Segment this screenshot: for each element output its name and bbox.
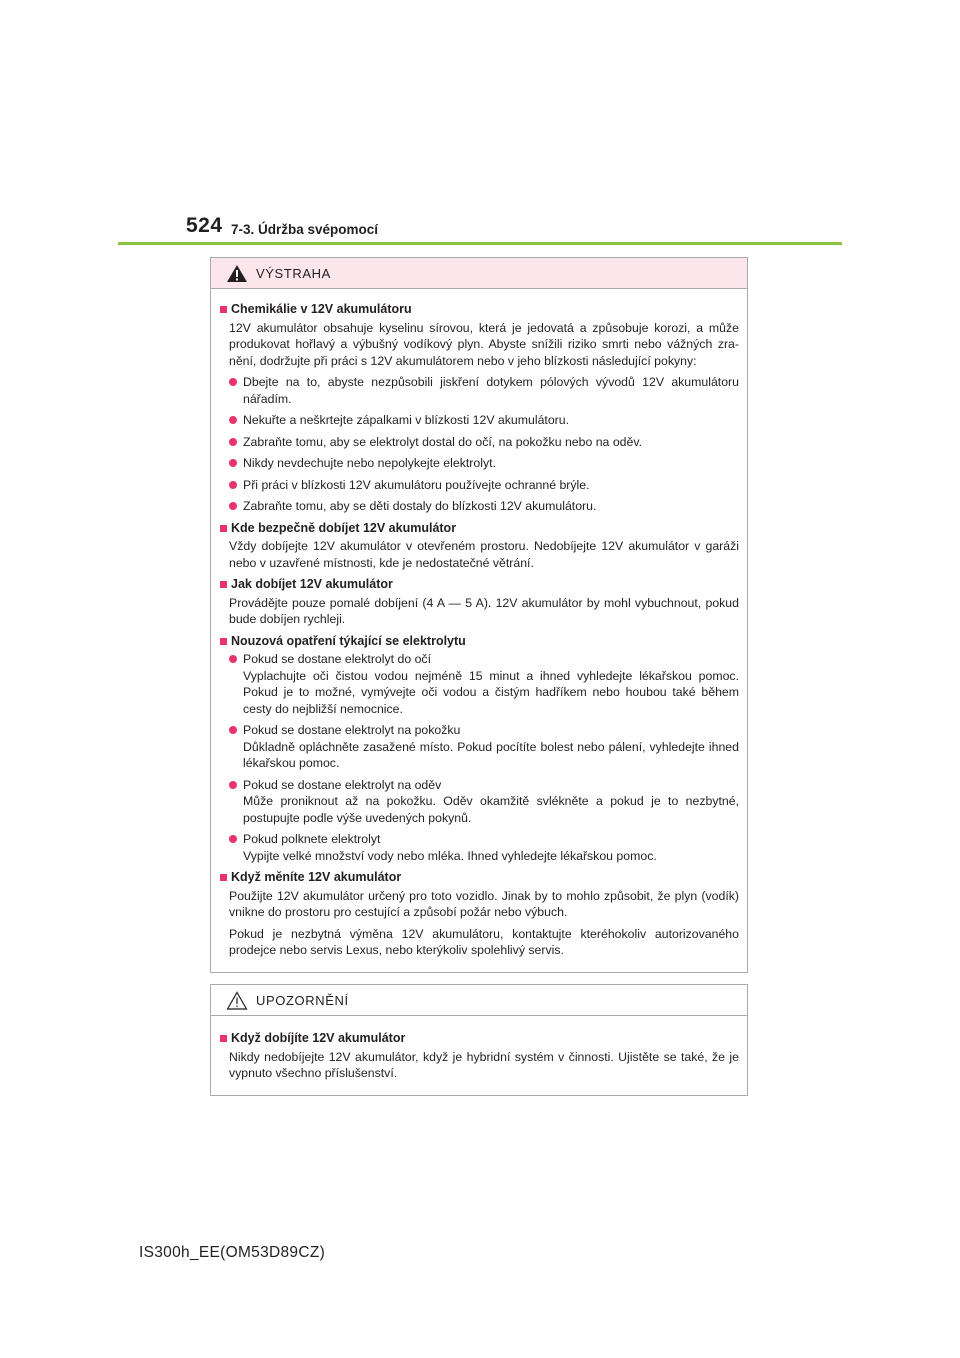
- dot-bullet-icon: [229, 416, 237, 424]
- manual-code: IS300h_EE(OM53D89CZ): [139, 1244, 326, 1261]
- warning-paragraph: Vždy dobíjejte 12V akumulátor v otevřeném prostoru. Nedobíjejte 12V akumulátor v garáži nebo v uzavřené místnosti, kde je nedostatečné větrání.: [229, 539, 739, 570]
- square-bullet-icon: [220, 306, 227, 313]
- warning-title: VÝSTRAHA: [256, 265, 331, 281]
- notice-header: [211, 985, 747, 1016]
- dot-bullet-icon: [229, 655, 237, 663]
- list-item: Nikdy nevdechujte nebo nepolykejte elektrolyt.: [229, 455, 739, 472]
- dot-bullet-icon: [229, 781, 237, 789]
- page-number: 524: [186, 214, 223, 237]
- warning-box: [210, 257, 748, 973]
- list-item: Pokud se dostane elektrolyt do očí Vyplachujte oči čistou vodou nejméně 15 minut a ihned vyhledejte lékařskou pomoc. Pokud je to možné, vymývejte oči vodou a čistým hadříkem nebo houbou také během cesty do nejbližší nemocnice.: [229, 651, 739, 717]
- list-item: Zabraňte tomu, aby se elektrolyt dostal do očí, na pokožku nebo na oděv.: [229, 434, 739, 451]
- list-item: Pokud se dostane elektrolyt na pokožku Důkladně opláchněte zasažené místo. Pokud pocítíte bolest nebo pálení, vyhledejte ihned lékařskou pomoc.: [229, 722, 739, 772]
- list-item: Pokud se dostane elektrolyt na oděv Může proniknout až na pokožku. Oděv okamžitě svlékněte a pokud je to nezbytné, postupujte podle výše uvedených pokynů.: [229, 777, 739, 827]
- list-item: Dbejte na to, abyste nezpůsobili jiskření dotykem pólových vývodů 12V akumulátoru nářadím.: [229, 374, 739, 407]
- list-item: Zabraňte tomu, aby se děti dostaly do blízkosti 12V akumulátoru.: [229, 498, 739, 515]
- warning-triangle-icon: [226, 264, 248, 283]
- dot-bullet-icon: [229, 502, 237, 510]
- notice-body: [211, 1016, 747, 1082]
- notice-paragraph: Nikdy nedobíjejte 12V akumulátor, když je hybridní systém v činnosti. Ujistěte se také, že je vypnuto všechno příslušenství.: [229, 1049, 739, 1080]
- list-item: Při práci v blízkosti 12V akumulátoru používejte ochranné brýle.: [229, 477, 739, 494]
- square-bullet-icon: [220, 638, 227, 645]
- warning-section-title: Kde bezpečně dobíjet 12V akumulátor: [220, 520, 739, 537]
- notice-title: UPOZORNĚNÍ: [256, 992, 349, 1008]
- dot-bullet-icon: [229, 378, 237, 386]
- warning-body: [211, 289, 747, 959]
- warning-section-title: Nouzová opatření týkající se elektrolytu: [220, 633, 739, 650]
- square-bullet-icon: [220, 581, 227, 588]
- caution-triangle-icon: [226, 991, 248, 1010]
- section-title: 7-3. Údržba svépomocí: [231, 222, 379, 237]
- warning-section-title: Chemikálie v 12V akumulátoru: [220, 301, 739, 318]
- notice-box: [210, 984, 748, 1096]
- page-header: [0, 0, 960, 250]
- square-bullet-icon: [220, 1035, 227, 1042]
- dot-bullet-icon: [229, 481, 237, 489]
- dot-bullet-icon: [229, 438, 237, 446]
- dot-bullet-icon: [229, 726, 237, 734]
- warning-paragraph: Provádějte pouze pomalé dobíjení (4 A — 5 A). 12V akumulátor by mohl vybuchnout, pokud bude dobíjen rychleji.: [229, 595, 739, 626]
- warning-paragraph: Použijte 12V akumulátor určený pro toto vozidlo. Jinak by to mohlo způsobit, že plyn (vodík) vnikne do prostoru pro cestující a způsobí požár nebo výbuch.: [229, 888, 739, 919]
- list-item: Pokud polknete elektrolyt Vypijte velké množství vody nebo mléka. Ihned vyhledejte lékařskou pomoc.: [229, 831, 739, 864]
- warning-section-title: Když měníte 12V akumulátor: [220, 869, 739, 886]
- square-bullet-icon: [220, 874, 227, 881]
- notice-section-title: Když dobíjíte 12V akumulátor: [220, 1030, 739, 1047]
- warning-header: [211, 258, 747, 289]
- warning-paragraph: Pokud je nezbytná výměna 12V akumulátoru, kontaktujte kteréhokoliv autorizovaného prodejce nebo servis Lexus, nebo kterýkoliv spolehlivý servis.: [229, 926, 739, 957]
- dot-bullet-icon: [229, 835, 237, 843]
- header-rule: [118, 242, 842, 245]
- dot-bullet-icon: [229, 459, 237, 467]
- warning-section-title: Jak dobíjet 12V akumulátor: [220, 576, 739, 593]
- square-bullet-icon: [220, 525, 227, 532]
- list-item: Nekuřte a neškrtejte zápalkami v blízkosti 12V akumulátoru.: [229, 412, 739, 429]
- warning-paragraph: 12V akumulátor obsahuje kyselinu sírovou, která je jedovatá a způsobuje korozi, a může produkovat hořlavý a výbušný vodíkový plyn. Abyste snížili riziko smrti nebo vážných zra-nění, dodržujte při práci s 12V akumulátorem nebo v jeho blízkosti následující pokyny:: [229, 320, 739, 368]
